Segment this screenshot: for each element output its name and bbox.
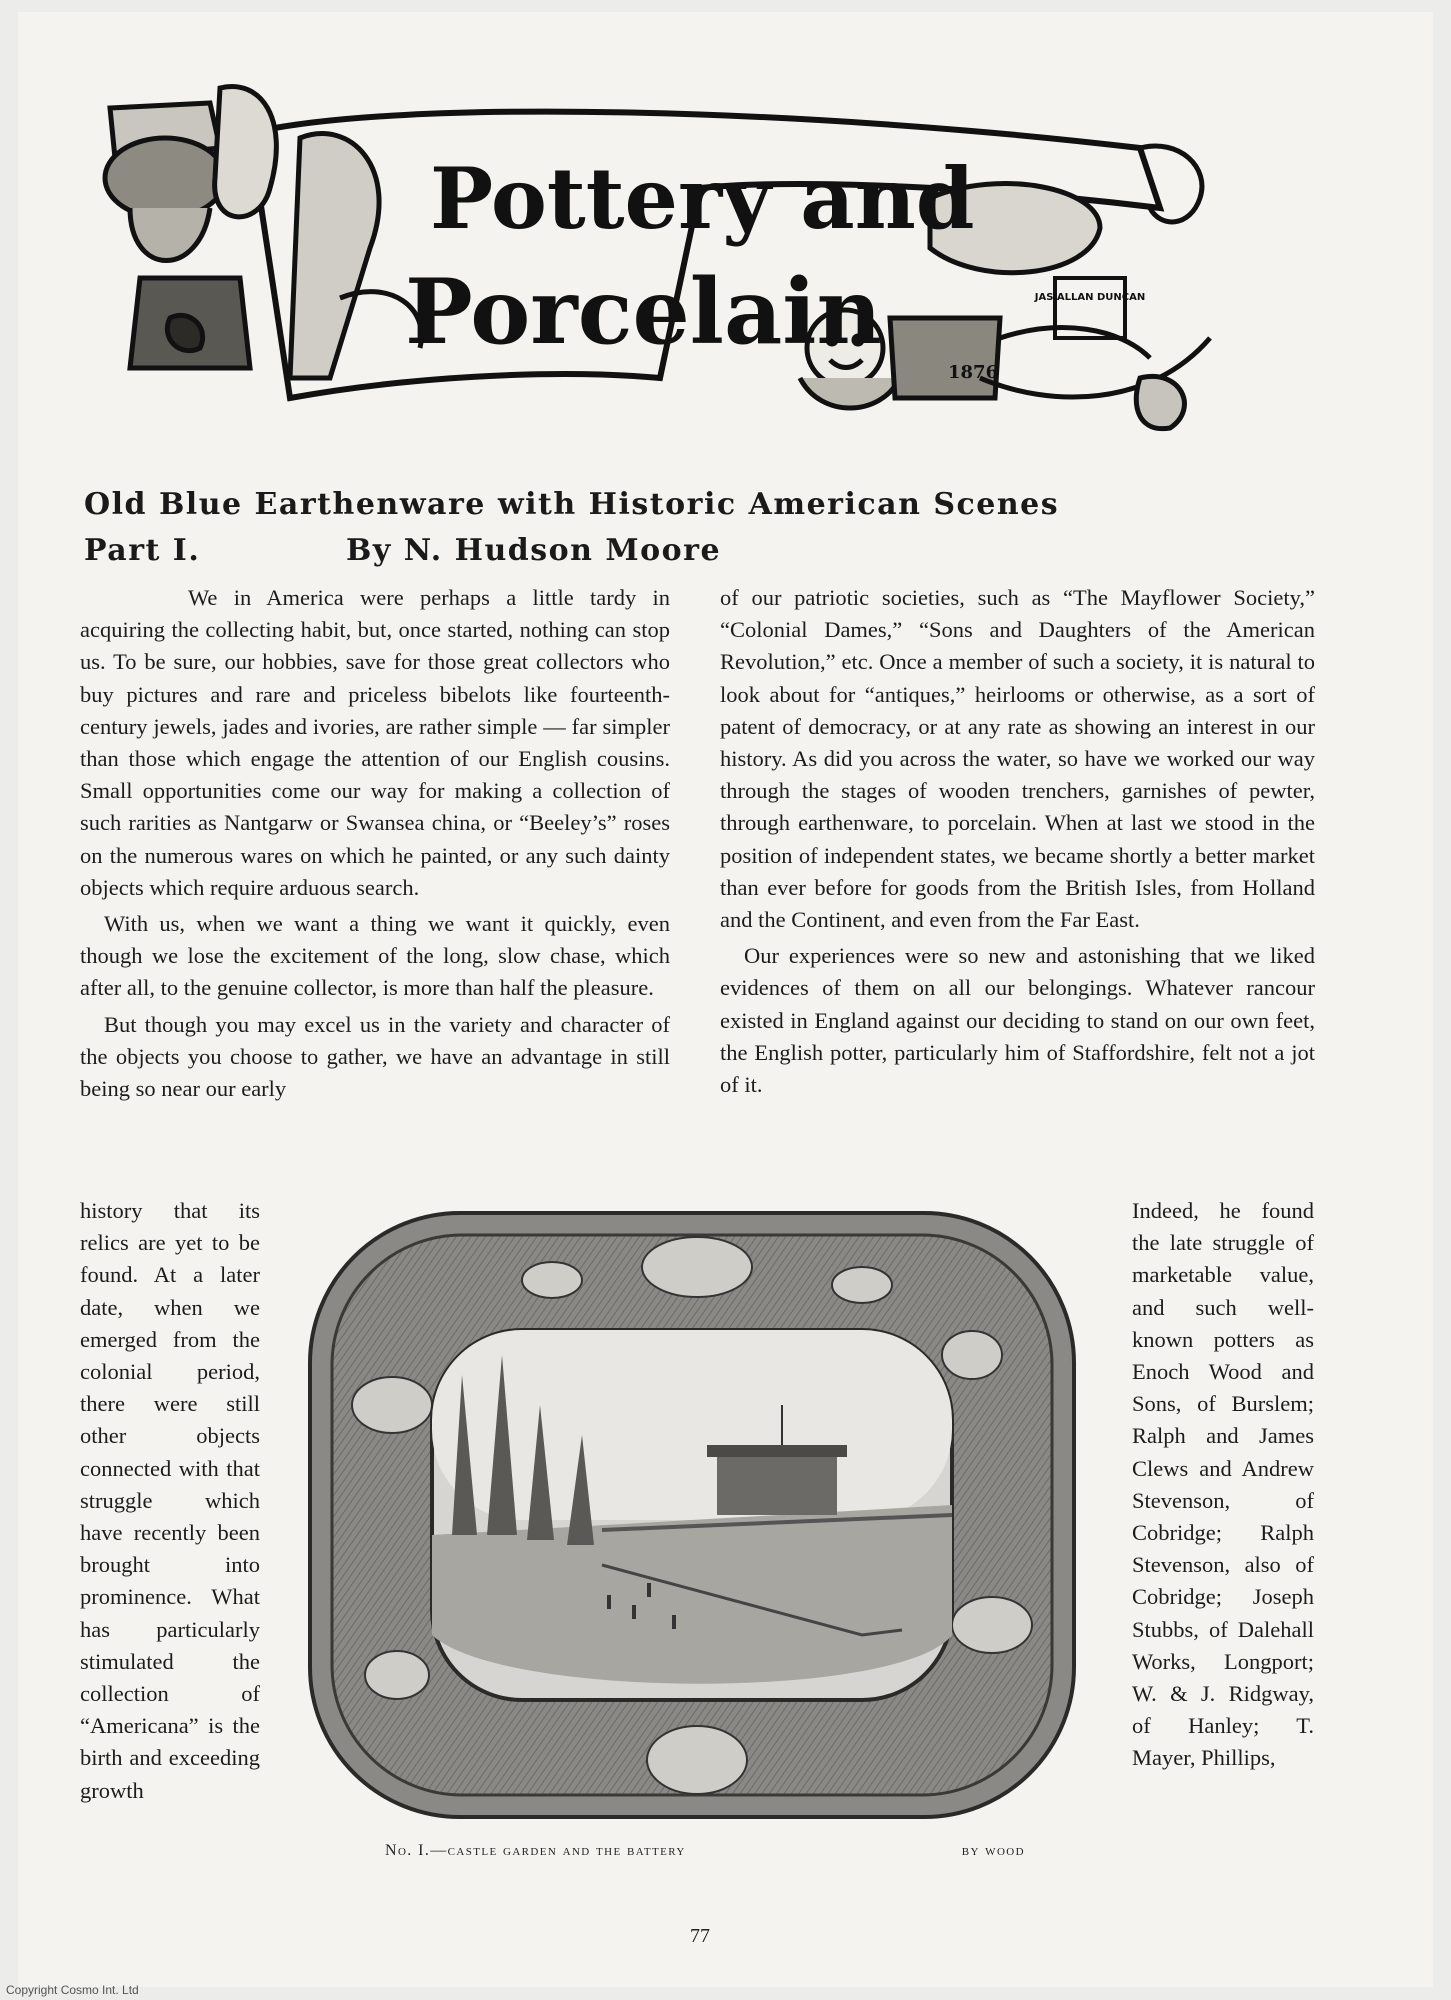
paragraph: With us, when we want a thing we want it quickly, even though we lose the excitement of the long, slow chase, which after all, to the genuine collector, is more than half the pleasure.	[80, 911, 670, 1001]
caption-label: No. I.—castle garden and the battery	[385, 1842, 686, 1859]
banner-signature: JAS ALLAN DUNCAN	[1034, 292, 1146, 303]
castle-garden-platter-illustration	[302, 1205, 1082, 1825]
left-column	[80, 582, 670, 1105]
article-title: Old Blue Earthenware with Historic American Scenes	[84, 487, 1060, 522]
caption-credit: by wood	[961, 1842, 1025, 1859]
banner-title-line1: Pottery and	[430, 149, 975, 248]
article-headline	[84, 482, 1224, 574]
right-wrap-text: Indeed, he found the late struggle of marketable value, and such well-known potters as Enoch Wood and Sons, of Burslem; Ralph and James Clews and Andrew Stevenson, of Cobridge; Ralph Stevenson, also of Cobridge; Joseph Stubbs, of Dalehall Works, Longport; W. & J. Ridgway, of Hanley; T. Mayer, Phillips,	[1132, 1198, 1314, 1771]
paragraph: of our patriotic societies, such as “The Mayflower Society,” “Colonial Dames,” “Sons and Daughters of the American Revolution,” etc. Once a member of such a society, it is natural to look about for “antiques,” heirlooms or otherwise, as a sort of patent of democracy, or at any rate as showing an interest in our history. As did you across the water, so have we worked our way through the stages of wooden trenchers, garnishes of pewter, through earthenware, to porcelain. When at last we stood in the position of independent states, we became shortly a better market than ever before for goods from the British Isles, from Holland and the Continent, and even from the Far East.	[720, 585, 1315, 933]
title-banner	[100, 78, 1290, 438]
right-column	[720, 582, 1315, 1101]
left-wrap-text: history that its relics are yet to be found. At a later date, when we emerged from the colonial period, there were still other objects connected with that struggle which have recently been brought into prominence. What has particularly stimulated the collection of “Americana” is the birth and exceeding growth	[80, 1198, 260, 1803]
figure-caption	[385, 1842, 1025, 1860]
paragraph: Our experiences were so new and astonishing that we liked evidences of them on all our belongings. Whatever rancour existed in England against our deciding to stand on our own feet, the English potter, particularly him of Staffordshire, felt not a jot of it.	[720, 943, 1315, 1098]
copyright-notice: Copyright Cosmo Int. Ltd	[6, 1983, 139, 1997]
article-part: Part I.	[84, 533, 201, 568]
paragraph: But though you may excel us in the variety and character of the objects you choose to gather, we have an advantage in still being so near our early	[80, 1011, 670, 1102]
article-author: By N. Hudson Moore	[346, 533, 722, 568]
paragraph: We in America were perhaps a little tardy in acquiring the collecting habit, but, once started, nothing can stop us. To be sure, our hobbies, save for those great collectors who buy pictures and rare and priceless bibelots like fourteenth-century jewels, jades and ivories, are rather simple — far simpler than those which engage the attention of our English cousins. Small opportunities come our way for making a collection of such rarities as Nantgarw or Swansea china, or “Beeley’s” roses on the numerous wares on which he painted, or any such dainty objects which require arduous search.	[80, 585, 670, 900]
page-number: 77	[690, 1925, 710, 1947]
banner-title-line2: Porcelain	[405, 259, 882, 365]
banner-date-mark: 1876	[948, 362, 999, 383]
